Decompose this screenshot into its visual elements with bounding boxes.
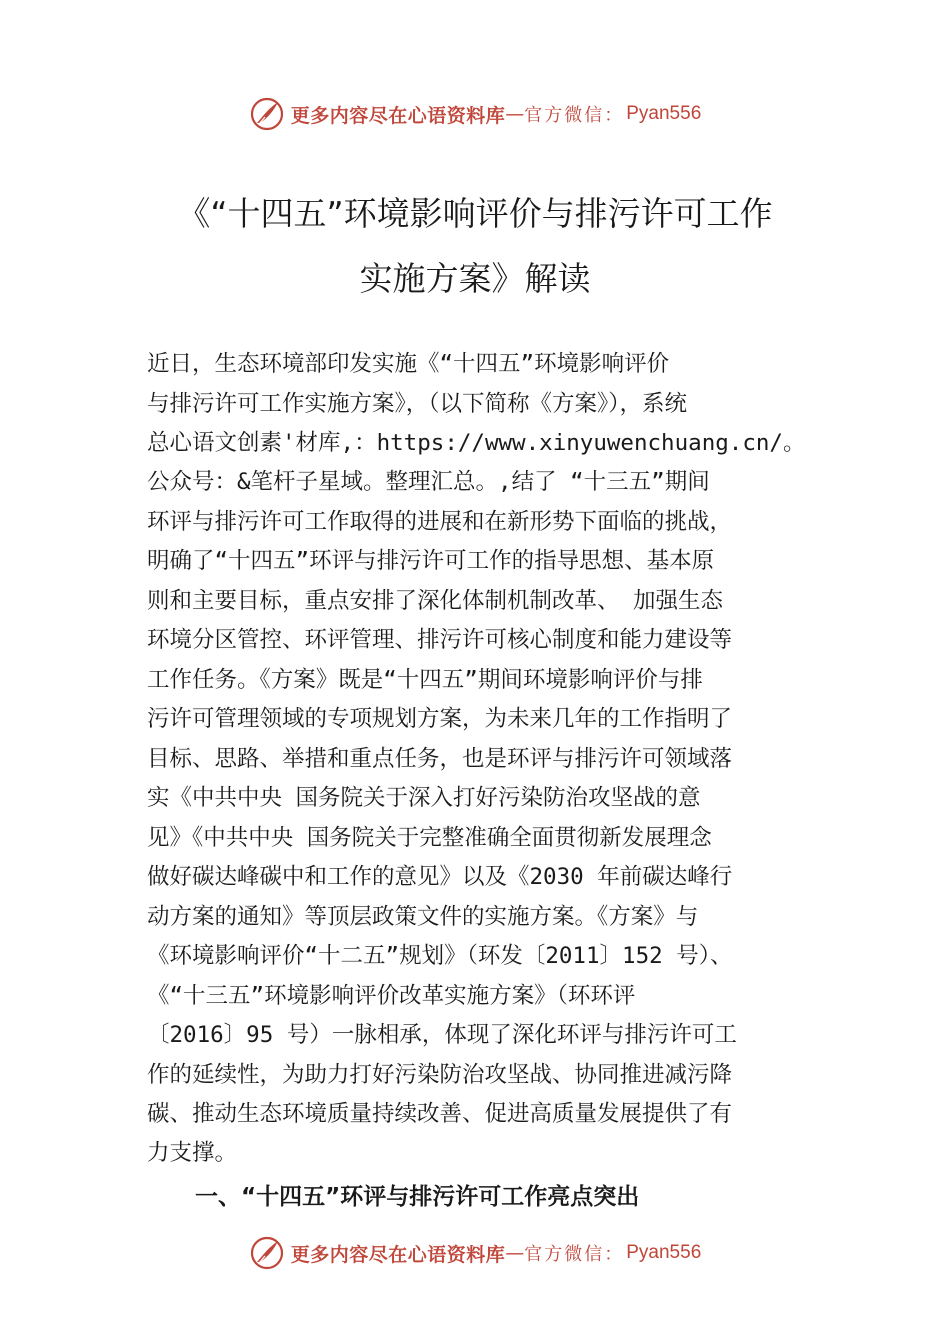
paragraph-line: 《环境影响评价“十二五”规划》（环发〔2011〕152 号）、 xyxy=(147,943,733,969)
paragraph-line: 实《中共中央 国务院关于深入打好污染防治攻坚战的意 xyxy=(147,785,701,811)
paragraph-line: 则和主要目标，重点安排了深化体制机制改革、 加强生态 xyxy=(147,588,724,614)
paragraph-line: 见》《中共中央 国务院关于完整准确全面贯彻新发展理念 xyxy=(147,825,712,851)
quill-logo-icon xyxy=(249,1235,285,1271)
watermark-wechat-id: Pyan556 xyxy=(626,103,702,124)
paragraph-line: 明确了“十四五”环评与排污许可工作的指导思想、基本原 xyxy=(147,548,715,574)
watermark-banner-top xyxy=(0,94,950,134)
watermark-dash: — xyxy=(505,1242,525,1264)
watermark-text: 更多内容尽在心语资料库 xyxy=(290,1243,506,1266)
paragraph-line: 工作任务。《方案》既是“十四五”期间环境影响评价与排 xyxy=(147,667,703,693)
watermark-banner-bottom xyxy=(0,1233,950,1273)
paragraph-line: 《“十三五”环境影响评价改革实施方案》（环环评 xyxy=(147,983,636,1009)
paragraph-line: 污许可管理领域的专项规划方案，为未来几年的工作指明了 xyxy=(147,706,733,732)
paragraph-line: 做好碳达峰碳中和工作的意见》以及《2030 年前碳达峰行 xyxy=(147,864,733,890)
watermark-text: 更多内容尽在心语资料库 xyxy=(290,104,506,127)
watermark-dash: — xyxy=(505,103,525,125)
paragraph-line: 目标、思路、举措和重点任务，也是环评与排污许可领域落 xyxy=(147,746,733,772)
watermark-label: 官方微信： xyxy=(524,105,625,126)
section-heading: 一、“十四五”环评与排污许可工作亮点突出 xyxy=(195,1184,640,1210)
paragraph-line: 〔2016〕95 号）一脉相承，体现了深化环评与排污许可工 xyxy=(147,1022,737,1048)
paragraph-line: 动方案的通知》等顶层政策文件的实施方案。《方案》与 xyxy=(147,904,699,930)
watermark-label: 官方微信： xyxy=(524,1244,625,1265)
paragraph-line: 近日，生态环境部印发实施《“十四五”环境影响评价 xyxy=(147,351,670,377)
watermark-wechat-id: Pyan556 xyxy=(626,1242,702,1263)
document-title-line-1: 《“十四五”环境影响评价与排污许可工作 xyxy=(177,194,773,233)
quill-logo-icon xyxy=(249,96,285,132)
paragraph-line: 碳、推动生态环境质量持续改善、促进高质量发展提供了有 xyxy=(147,1101,733,1127)
paragraph-line: 作的延续性，为助力打好污染防治攻坚战、协同推进减污降 xyxy=(147,1062,733,1088)
paragraph-line: 与排污许可工作实施方案》，（以下简称《方案》），系统 xyxy=(147,391,688,417)
paragraph-line: 公众号：&笔杆子星域。整理汇总。,结了 “十三五”期间 xyxy=(147,469,710,495)
paragraph-line: 环境分区管控、环评管理、排污许可核心制度和能力建设等 xyxy=(147,627,733,653)
paragraph-line: 环评与排污许可工作取得的进展和在新形势下面临的挑战， xyxy=(147,509,733,535)
document-title-line-2: 实施方案》解读 xyxy=(359,259,591,298)
paragraph-line: 力支撑。 xyxy=(147,1140,238,1166)
paragraph-line: 总心语文创素'材库,：https://www.xinyuwenchuang.cn/。 xyxy=(147,430,806,456)
